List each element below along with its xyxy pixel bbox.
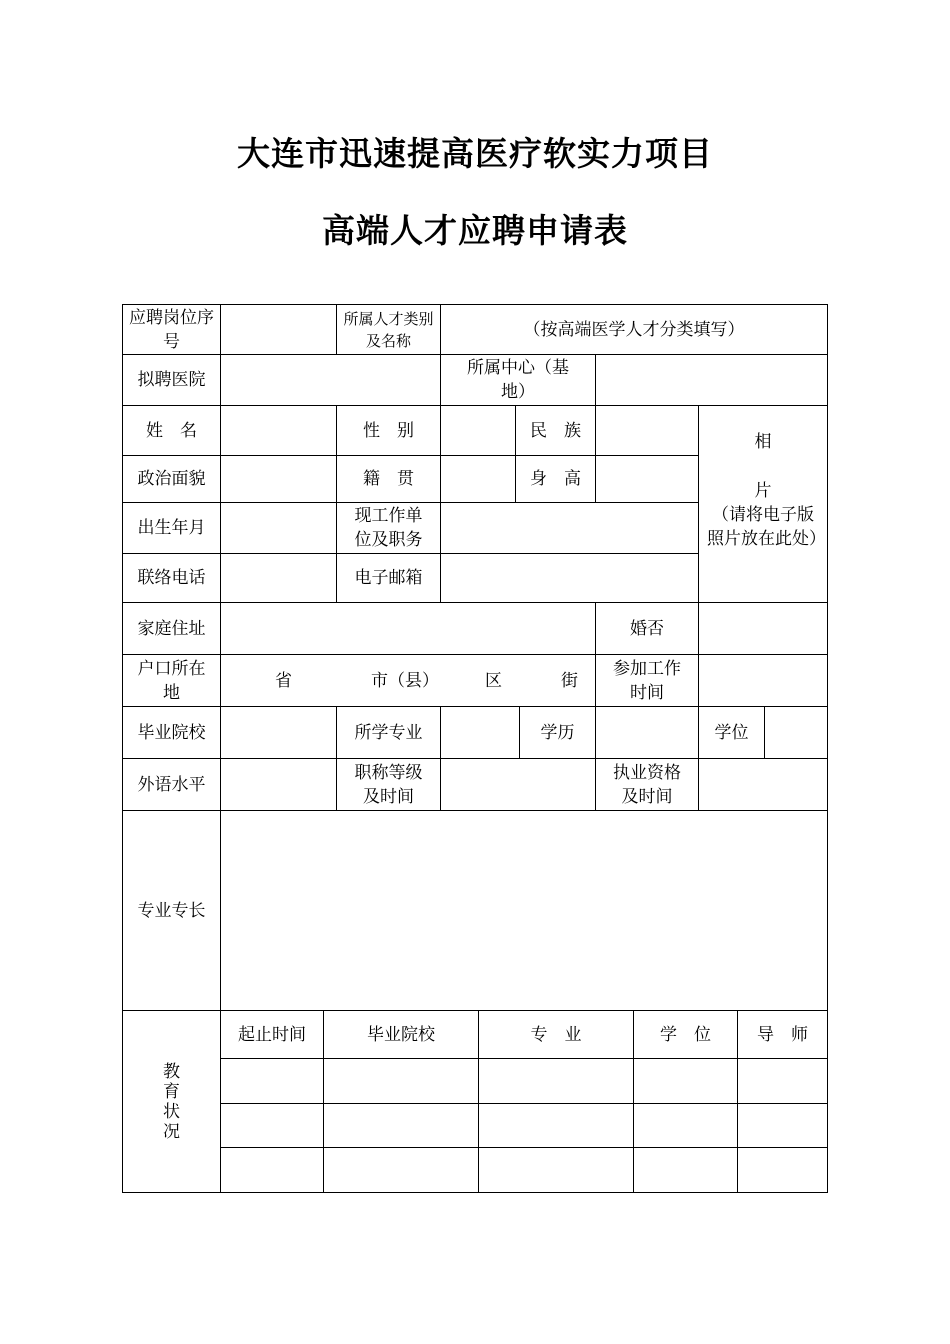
gender-label: 性 别 <box>363 420 414 441</box>
center-label: 所属中心（基地） <box>467 358 569 402</box>
hukou-field[interactable] <box>221 655 595 706</box>
position-number-label: 应聘岗位序号 <box>129 307 214 352</box>
education-level-label: 学历 <box>540 722 575 743</box>
name-field[interactable] <box>221 406 336 455</box>
phone-field[interactable] <box>221 554 336 602</box>
edu-header-advisor: 导 师 <box>757 1024 808 1045</box>
ethnicity-field[interactable] <box>596 406 698 455</box>
name-label: 姓 名 <box>146 420 197 441</box>
height-field[interactable] <box>596 456 698 502</box>
work-start-field[interactable] <box>699 655 827 706</box>
ethnicity-label: 民 族 <box>530 420 581 441</box>
talent-category-field[interactable]: （按高端医学人才分类填写） <box>523 319 745 340</box>
center-field[interactable] <box>596 355 827 405</box>
degree-label: 学位 <box>714 722 749 743</box>
email-label: 电子邮箱 <box>354 568 423 588</box>
edu-row[interactable] <box>221 1059 827 1103</box>
edu-header-degree: 学 位 <box>660 1024 711 1045</box>
talent-category-label: 所属人才类别及名称 <box>343 309 434 350</box>
work-start-label: 参加工作时间 <box>613 658 681 703</box>
native-place-field[interactable] <box>441 456 515 502</box>
photo-note: （请将电子版照片放在此处） <box>707 505 826 549</box>
current-job-label: 现工作单位及职务 <box>354 506 423 550</box>
hospital-label: 拟聘医院 <box>137 370 206 390</box>
title-rank-field[interactable] <box>441 759 595 810</box>
edu-header-period: 起止时间 <box>238 1024 306 1045</box>
photo-label-2: 片 <box>754 481 772 501</box>
marital-field[interactable] <box>699 603 827 654</box>
form-title: 大连市迅速提高医疗软实力项目 <box>237 134 713 173</box>
birth-field[interactable] <box>221 503 336 553</box>
address-field[interactable] <box>221 603 595 654</box>
hukou-province: 省 <box>275 670 292 691</box>
marital-label: 婚否 <box>630 618 664 639</box>
major-field[interactable] <box>441 707 519 758</box>
application-form-table <box>122 304 828 1193</box>
hukou-street: 街 <box>561 670 578 691</box>
language-field[interactable] <box>221 759 336 810</box>
school-label: 毕业院校 <box>137 722 206 743</box>
specialty-field[interactable] <box>221 811 827 1010</box>
education-section-label: 教育状况 <box>163 1061 180 1142</box>
photo-label-1: 相 <box>754 432 772 452</box>
position-number-field[interactable] <box>221 305 336 354</box>
current-job-field[interactable] <box>441 503 698 553</box>
address-label: 家庭住址 <box>137 618 206 639</box>
hukou-label: 户口所在地 <box>137 658 206 703</box>
form-subtitle: 高端人才应聘申请表 <box>322 211 628 250</box>
degree-field[interactable] <box>765 707 827 758</box>
birth-label: 出生年月 <box>137 518 206 538</box>
language-label: 外语水平 <box>137 774 206 795</box>
hukou-city: 市（县） <box>371 670 439 691</box>
major-label: 所学专业 <box>354 722 423 743</box>
license-field[interactable] <box>699 759 827 810</box>
title-rank-label: 职称等级及时间 <box>354 762 423 807</box>
hukou-district: 区 <box>485 670 502 691</box>
political-field[interactable] <box>221 456 336 502</box>
gender-field[interactable] <box>441 406 515 455</box>
edu-header-school: 毕业院校 <box>367 1024 435 1045</box>
license-label: 执业资格及时间 <box>613 762 681 807</box>
education-level-field[interactable] <box>596 707 698 758</box>
political-label: 政治面貌 <box>137 469 206 489</box>
hospital-field[interactable] <box>221 355 440 405</box>
photo-box[interactable] <box>699 406 827 602</box>
phone-label: 联络电话 <box>137 568 206 588</box>
edu-header-major: 专 业 <box>530 1024 582 1045</box>
native-place-label: 籍 贯 <box>363 469 414 489</box>
email-field[interactable] <box>441 554 698 602</box>
specialty-label: 专业专长 <box>137 900 206 921</box>
height-label: 身 高 <box>530 469 581 489</box>
school-field[interactable] <box>221 707 336 758</box>
edu-row[interactable] <box>221 1148 827 1192</box>
edu-row[interactable] <box>221 1104 827 1147</box>
